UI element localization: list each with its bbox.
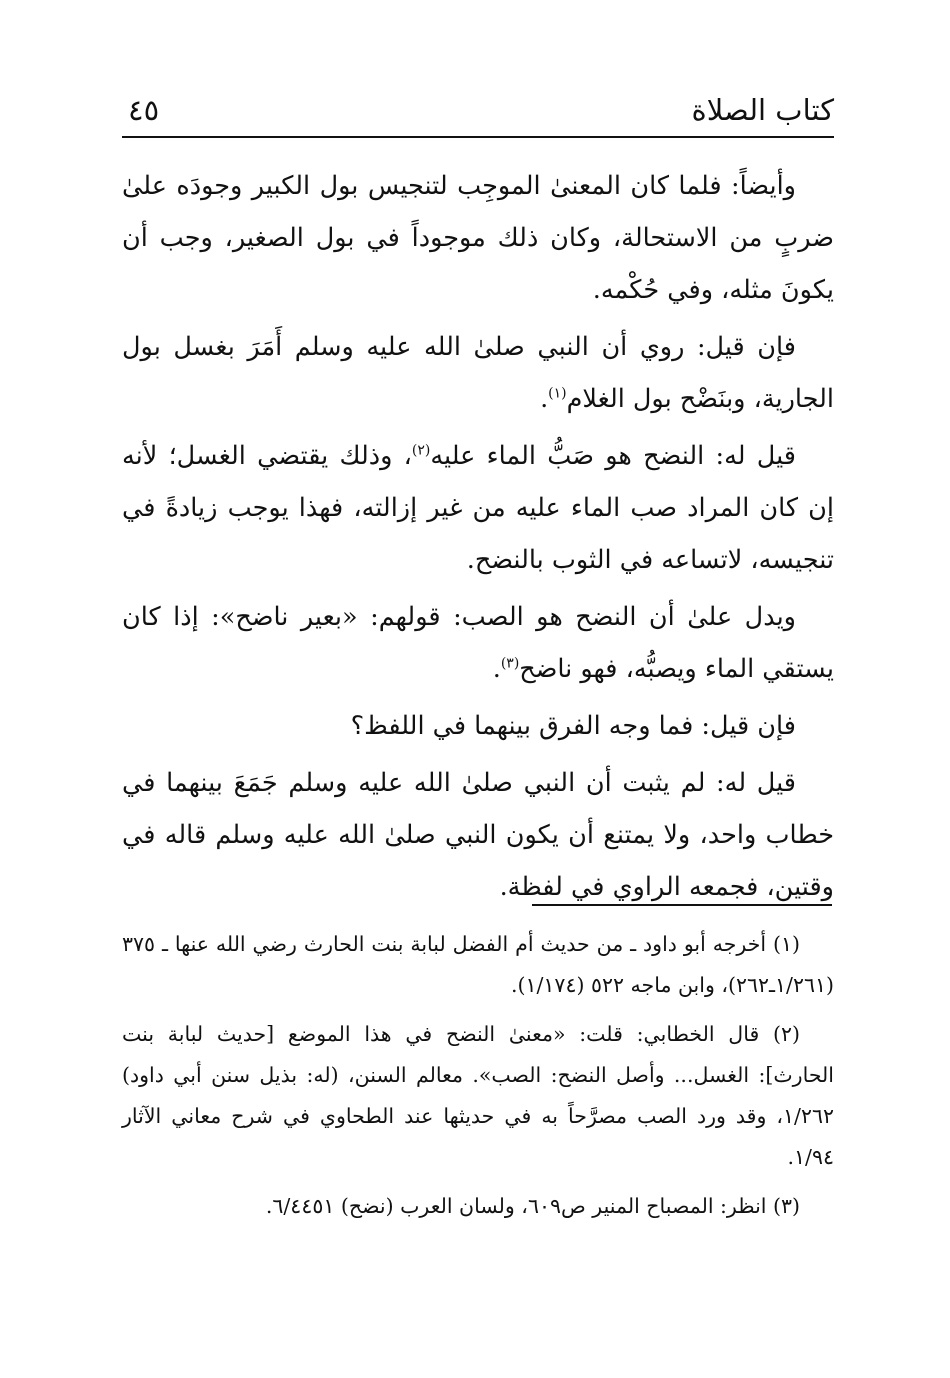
footnote: (٣) انظر: المصباح المنير ص٦٠٩، ولسان العرب (نضح) ٦/٤٤٥١. [265,1194,800,1218]
paragraph [122,591,834,695]
paragraph-tail: . [492,654,501,684]
paragraph-text: فإن قيل: فما وجه الفرق بينهما في اللفظ؟ [350,711,796,741]
footnote-divider [532,904,832,906]
paragraph-text: ويدل علىٰ أن النضح هو الصب: قولهم: «بعير ناضح»: إذا كان يستقي الماء ويصبُّه، فهو ناضح [122,602,834,684]
footnote: (٢) قال الخطابي: قلت: «معنىٰ النضح في هذا الموضع [حديث لبابة بنت الحارث]: الغسل... وأصل النضح: الصب». معالم السنن، (له: بذيل سنن أبي داود) ١/٢٦٢، وقد ورد الصب مصرَّحاً به في حديثها عند الطحاوي في شرح معاني الآثار ١/٩٤. [122,1022,834,1169]
page-number: ٤٥ [128,93,160,127]
main-text [122,160,834,918]
paragraph-text: فإن قيل: روي أن النبي صلىٰ الله عليه وسلم أَمَرَ بغسل بول الجارية، وبنَضْح بول الغلام [122,332,834,414]
paragraph-tail: ، وذلك يقتضي الغسل؛ لأنه إن كان المراد صب الماء عليه من غير إزالته، فهذا يوجب زيادةً في تنجيسه، لاتساعه في الثوب بالنضح. [122,441,834,575]
paragraph [122,757,834,913]
paragraph [122,321,834,425]
paragraph [122,430,834,586]
footnote: (١) أخرجه أبو داود ـ من حديث أم الفضل لبابة بنت الحارث رضي الله عنها ـ ٣٧٥ (١/٢٦١ـ٢٦٢)، وابن ماجه ٥٢٢ (١/١٧٤). [122,932,834,997]
paragraph-text: قيل له: لم يثبت أن النبي صلىٰ الله عليه وسلم جَمَعَ بينهما في خطاب واحد، ولا يمتنع أن يكون النبي صلىٰ الله عليه وسلم قاله في وقتين، فجمعه الراوي في لفظة. [122,768,834,902]
paragraph [122,700,834,752]
footnote-ref: (٢) [411,442,431,459]
footnote-ref: (١) [548,385,567,402]
paragraph-text: وأيضاً: فلما كان المعنىٰ الموجِب لتنجيس بول الكبير وجودَه علىٰ ضربٍ من الاستحالة، وكان ذلك موجوداً في بول الصغير، وجب أن يكونَ مثله، وفي حُكْمه. [122,171,834,305]
page-header [122,88,834,138]
footnote-ref: (٣) [500,655,520,672]
paragraph [122,160,834,316]
paragraph-tail: . [540,384,549,414]
footnotes [122,924,834,1235]
paragraph-text: قيل له: النضح هو صَبُّ الماء عليه [430,441,796,471]
running-title: كتاب الصلاة [691,93,834,127]
